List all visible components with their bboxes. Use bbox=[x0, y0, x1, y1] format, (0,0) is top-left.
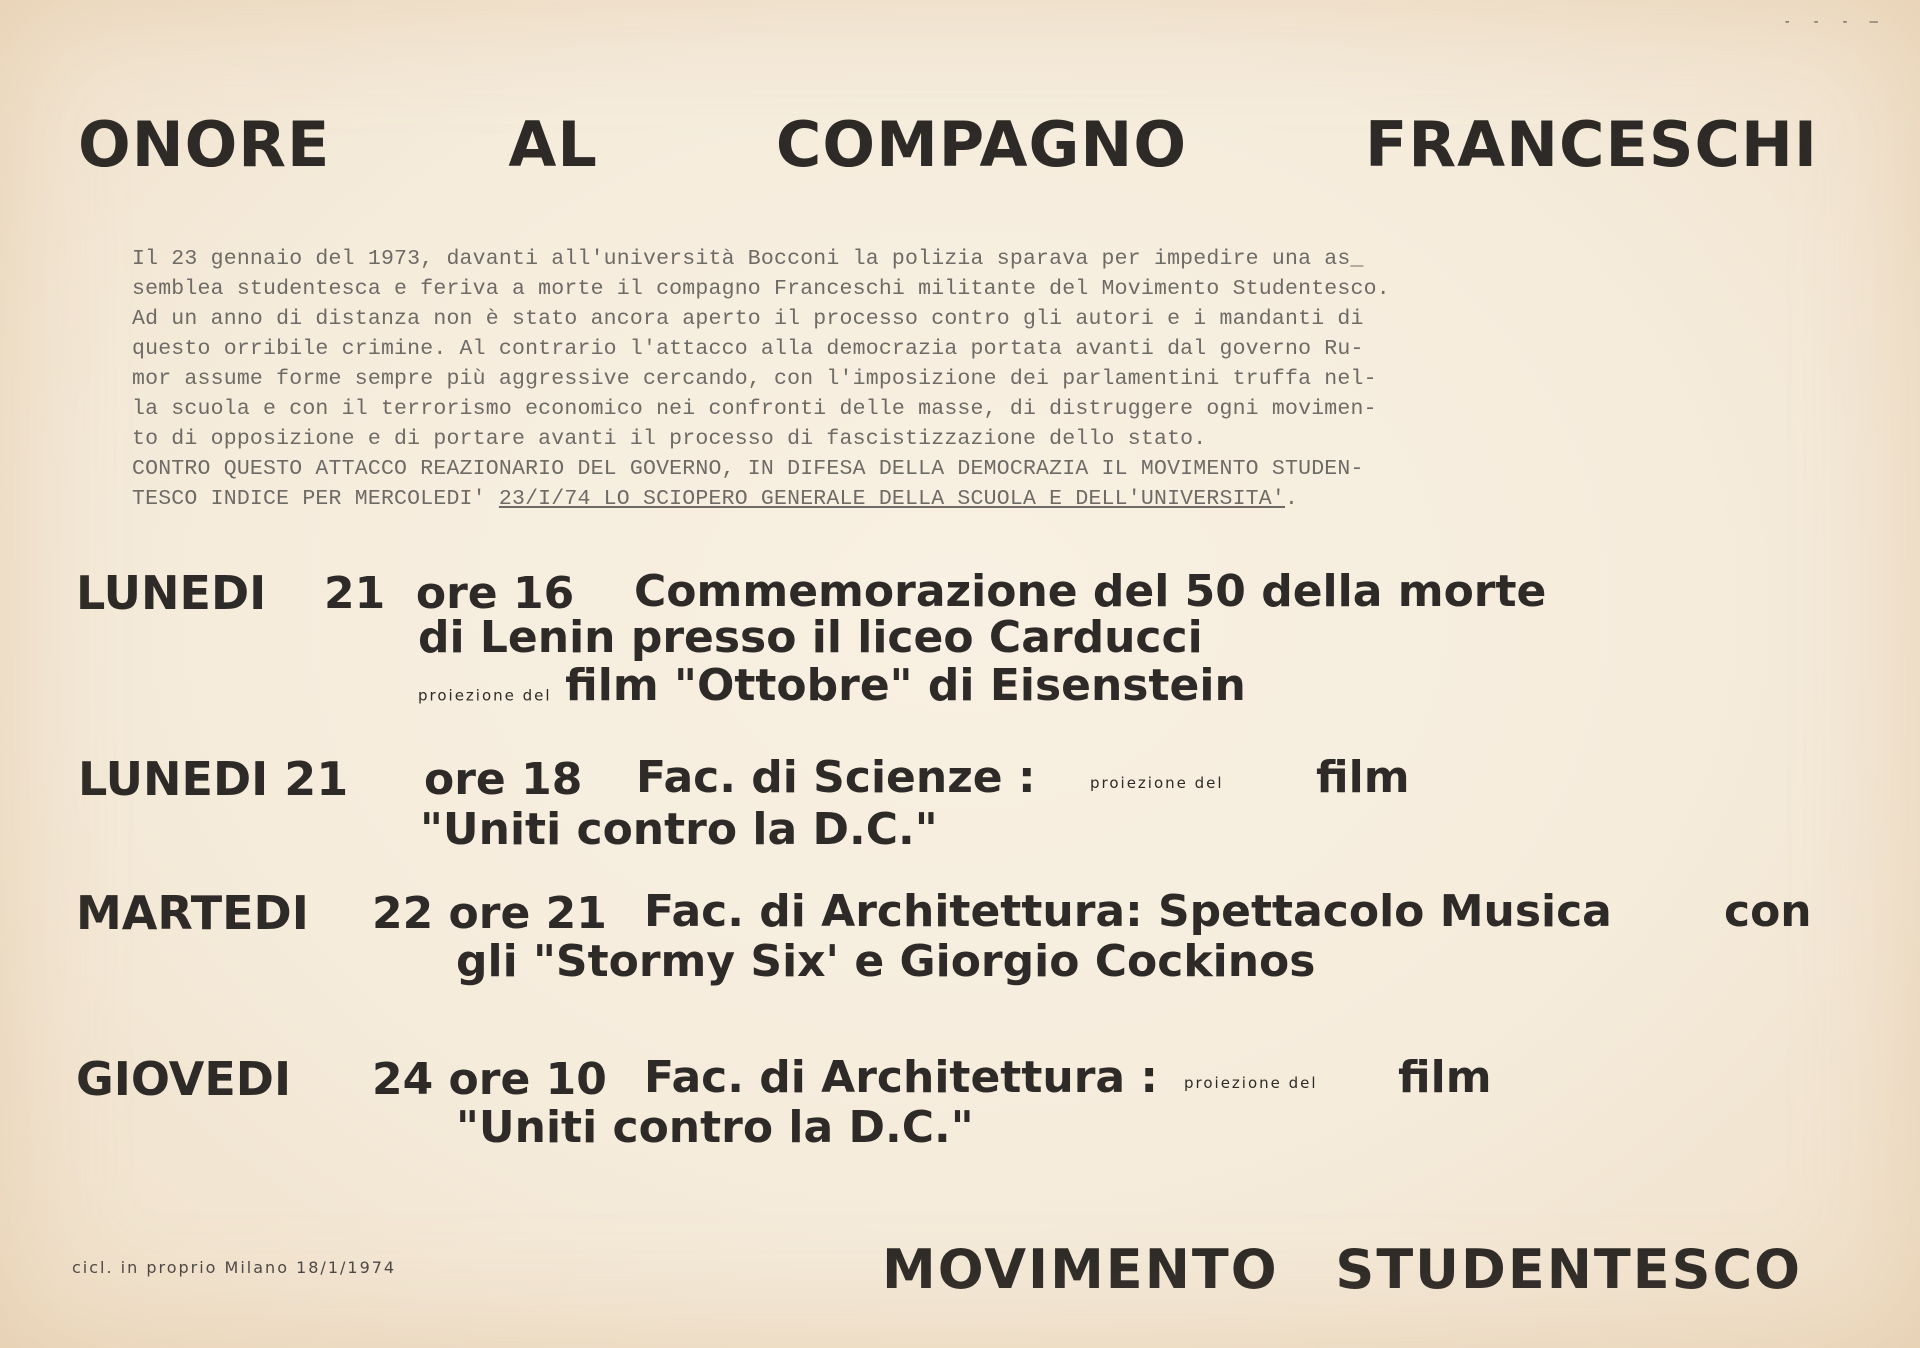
event-date-time: 24 ore 10 bbox=[372, 1054, 607, 1105]
event-film-title: "Uniti contro la D.C." bbox=[456, 1102, 974, 1153]
headline-word-4: FRANCESCHI bbox=[1365, 108, 1818, 181]
event-note-small: proiezione del bbox=[1184, 1074, 1318, 1092]
paragraph-line: questo orribile crimine. Al contrario l'attacco alla democrazia portata avanti dal governo Ru- bbox=[132, 337, 1364, 361]
event-location: Fac. di Scienze : bbox=[636, 752, 1036, 803]
event-day: GIOVEDI bbox=[76, 1052, 292, 1106]
event-description: Fac. di Architettura: Spettacolo Musica bbox=[644, 886, 1612, 937]
event-lunedi-18 bbox=[78, 752, 1410, 855]
event-description-line2: di Lenin presso il liceo Carducci bbox=[418, 612, 1203, 663]
event-date-time: ore 18 bbox=[424, 754, 583, 805]
event-day: MARTEDI bbox=[76, 886, 309, 940]
event-performers: gli "Stormy Six' e Giorgio Cockinos bbox=[456, 936, 1316, 987]
paragraph-line: la scuola e con il terrorismo economico nei confronti delle masse, di distruggere ogni movimen- bbox=[132, 397, 1377, 421]
event-date-time: 21 ore 16 bbox=[324, 568, 575, 619]
corner-mark: - - - — bbox=[1782, 14, 1884, 30]
event-film-label: film bbox=[1316, 752, 1410, 803]
event-date-time: 22 ore 21 bbox=[372, 888, 607, 939]
typed-paragraph bbox=[132, 244, 1772, 514]
paragraph-line: to di opposizione e di portare avanti il processo di fascistizzazione dello stato. bbox=[132, 427, 1207, 451]
event-day: LUNEDI bbox=[76, 566, 267, 620]
paragraph-line: semblea studentesca e feriva a morte il compagno Franceschi militante del Movimento Studentesco. bbox=[132, 277, 1390, 301]
event-description-end: con bbox=[1724, 886, 1812, 937]
event-film: film "Ottobre" di Eisenstein bbox=[565, 660, 1246, 711]
event-film-title: "Uniti contro la D.C." bbox=[420, 804, 938, 855]
paragraph-line: CONTRO QUESTO ATTACCO REAZIONARIO DEL GOVERNO, IN DIFESA DELLA DEMOCRAZIA IL MOVIMENTO STUDEN- bbox=[132, 457, 1364, 481]
event-note-small: proiezione del bbox=[418, 686, 552, 705]
strike-intro: TESCO INDICE PER MERCOLEDI' bbox=[132, 487, 499, 511]
headline bbox=[78, 108, 1818, 181]
paragraph-line: Il 23 gennaio del 1973, davanti all'università Bocconi la polizia sparava per impedire una as_ bbox=[132, 247, 1364, 271]
headline-word-3: COMPAGNO bbox=[775, 108, 1188, 181]
headline-word-2: AL bbox=[508, 108, 598, 181]
print-note: cicl. in proprio Milano 18/1/1974 bbox=[72, 1258, 397, 1277]
event-giovedi bbox=[76, 1052, 1516, 1153]
event-location: Fac. di Architettura : bbox=[644, 1052, 1158, 1103]
event-martedi bbox=[76, 886, 1836, 987]
strike-announcement: 23/I/74 LO SCIOPERO GENERALE DELLA SCUOLA E DELL'UNIVERSITA' bbox=[498, 487, 1285, 511]
paragraph-line: Ad un anno di distanza non è stato ancora aperto il processo contro gli autori e i mandanti di bbox=[132, 307, 1364, 331]
event-note-small: proiezione del bbox=[1090, 774, 1224, 792]
headline-word-1: ONORE bbox=[78, 108, 331, 181]
strike-end: . bbox=[1285, 487, 1299, 511]
event-film-label: film bbox=[1398, 1052, 1492, 1103]
signature-organization: MOVIMENTO STUDENTESCO bbox=[882, 1238, 1803, 1301]
paragraph-last-line bbox=[132, 484, 1772, 514]
event-description: Commemorazione del 50 della morte bbox=[634, 566, 1547, 617]
event-day: LUNEDI 21 bbox=[78, 752, 349, 806]
paragraph-line: mor assume forme sempre più aggressive cercando, con l'imposizione dei parlamentini truffa nel- bbox=[132, 367, 1377, 391]
